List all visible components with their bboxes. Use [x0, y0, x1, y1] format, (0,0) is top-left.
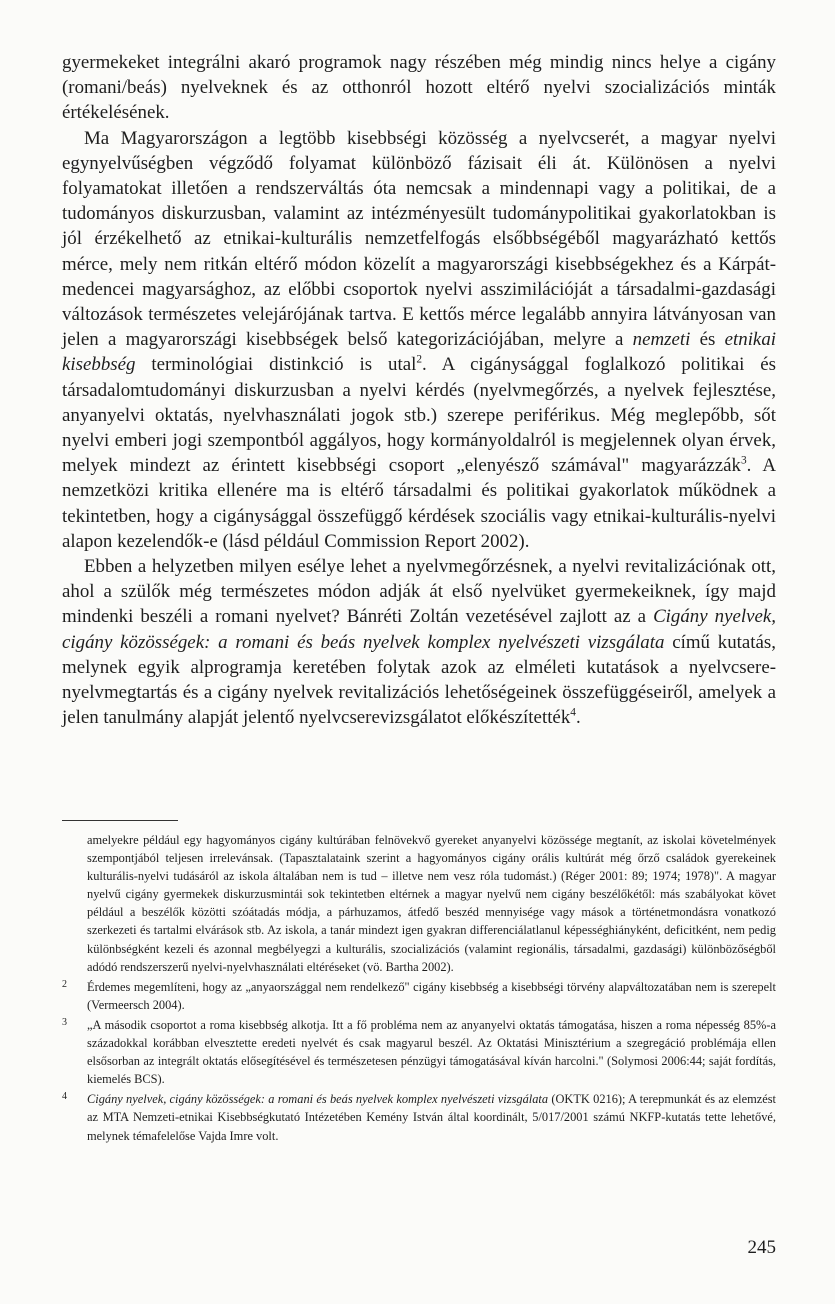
footnote-text — [87, 978, 776, 1014]
footnote-ref: 4 — [570, 706, 576, 719]
text-run: . A nemzetközi kritika ellenére ma is eltérő társadalmi és politikai gyakorlatok működnek a tekintetben, hogy a cigánysággal összefüggő kérdések szociális vagy etnikai-kulturális-nyelvi alapon kezelendők-e (lásd például Commission Report 2002). — [62, 455, 776, 552]
text-run: gyermekeket integrálni akaró programok nagy részében még mindig nincs helye a cigány (romani/beás) nyelveknek és az otthonról hozott eltérő nyelvi szocializációs minták értékelésének. — [62, 52, 776, 124]
footnote-continuation: amelyekre például egy hagyományos cigány kultúrában felnövekvő gyereket anyanyelvi közössége megtanít, az iskolai követelmények szempontjából teljesen irrelevánsak. (Tapasztalataink szerint a hagyományos cigány orális kultúrát még őrző családok gyerekeinek kulturális-nyelvi tudásáról az iskola általában nem is tud – illetve nem vesz róla tudomást.) (Réger 2001: 89; 1974; 1978)". A magyar nyelvű cigány gyermekek diskurzusmintái sok tekintetben eltérnek a magyar nyelvű nem cigány beszélőkétől: más szabályokat követ például a beszélők közötti szóátadás módja, a párhuzamos, átfedő beszéd mennyisége vagy mások a történetmondásra vonatkozó szerkezeti és tartalmi elvárások stb. Az iskola, a tanár mindezt igen gyakran differenciálatlanul képességhiányként, deficitként, nem pedig különbségként kezeli és azonnal megbélyegzi a kulturális, szocializációs (valamint regionális, társadalmi, gazdasági) különbözőségből adódó rendszerszerű nyelvi-nyelvhasználati eltéréseket (vö. Bartha 2002). — [87, 833, 776, 974]
footnote-separator — [62, 820, 178, 821]
body-text — [62, 50, 776, 730]
text-run: . A cigánysággal foglalkozó politikai és társadalomtudományi diskurzusban a nyelvi kérdés (nyelvmegőrzés, a nyelvek fejlesztése, anyanyelvi oktatás, nyelvhasználati jogok stb.) szerepe periférikus. Még meglepőbb, sőt nyelvi emberi jogi szempontból aggályos, hogy kormányoldalról is megjelennek olyan érvek, melyek mindezt az érintett kisebbségi csoport „elenyésző számával" magyarázzák — [62, 354, 776, 477]
italic-text: nemzeti — [632, 329, 691, 351]
footnote-text — [87, 1090, 776, 1144]
italic-text: Cigány nyelvek, cigány közösségek: a romani és beás nyelvek komplex nyelvészeti vizsgálata — [87, 1092, 549, 1107]
text-run: . — [575, 707, 581, 729]
paragraph — [62, 554, 776, 730]
text-run: és — [690, 329, 725, 351]
footnote-text — [87, 1016, 776, 1088]
italic-text: etnikai kisebbség — [62, 329, 777, 376]
text-run: című kutatás, melynek egyik alprogramja keretében folytak azok az elméleti kutatások a nyelvcsere-nyelvmegtartás és a cigány nyelvek revitalizációs lehetőségeinek összefüggéseiről, amelyek a jelen tanulmány alapját jelentő nyelvcserevizsgálatot előkészítették — [62, 631, 776, 729]
text-run: Ebben a helyzetben milyen esélye lehet a nyelvmegőrzésnek, a nyelvi revitalizációnak ott, ahol a szülők még természetes módon adják át első nyelvüket gyermekeiknek, így majd mindenki beszéli a romani nyelvet? Bánréti Zoltán vezetésével zajlott az a — [62, 556, 776, 628]
paragraph — [62, 50, 776, 126]
text-run: terminológiai distinkció is utal — [135, 354, 417, 376]
footnote-marker: 2 — [62, 978, 67, 990]
text-run: (OKTK 0216); A terepmunkát és az elemzést az MTA Nemzeti-etnikai Kisebbségkutató Intézetében Kemény István által koordinált, 5/017/2001 számú NKFP-kutatás tette lehetővé, melynek témafelelőse Vajda Imre volt. — [87, 1092, 776, 1143]
footnote-marker: 3 — [62, 1016, 67, 1028]
footnote — [62, 978, 776, 1014]
footnote — [62, 1016, 776, 1088]
text-run: „A második csoportot a roma kisebbség alkotja. Itt a fő probléma nem az anyanyelvi oktatás támogatása, hiszen a roma népesség 85%-a századokkal korábban elvesztette eredeti nyelvét és csak magyarul beszél. Az Oktatási Minisztérium a szegregáció problémája ellen elsősorban az integrált oktatás elősegítésével és természetesen pénzügyi támogatásával kíván harcolni." (Solymosi 2006:44; saját fordítás, kiemelés BCS). — [87, 1017, 776, 1087]
footnote-ref: 3 — [740, 454, 747, 467]
footnote — [62, 1090, 776, 1144]
footnote-marker: 4 — [62, 1091, 67, 1103]
text-run: Érdemes megemlíteni, hogy az „anyaországgal nem rendelkező" cigány kisebbség a kisebbségi törvény alapváltozatában nem is szerepelt (Vermeersch 2004). — [87, 979, 776, 1012]
footnote-list — [62, 978, 776, 1145]
paragraph — [62, 126, 776, 554]
footnotes — [62, 820, 776, 1145]
page-number: 245 — [747, 1237, 776, 1258]
footnote-ref: 2 — [416, 354, 423, 367]
text-run: Ma Magyarországon a legtöbb kisebbségi közösség a nyelvcserét, a magyar nyelvi egynyelvűségben végződő folyamat különböző fázisait éli át. Különösen a nyelvi folyamatokat illetően a rendszerváltás óta nemcsak a mindennapi vagy a politikai, de a tudományos diskurzusban, valamint az intézményesült tudománypolitikai gyakorlatokban is jól érzékelhető az etnikai-kulturális nemzetfelfogás elsőbbségéből magyarázható kettős mérce, mely nem ritkán eltérő módon közelít a magyarországi kisebbségekhez és a Kárpát-medencei magyarsághoz, az előbbi csoportok nyelvi asszimilációját a társadalmi-gazdasági változások természetes velejárójának tartva. E kettős mérce legalább annyira látványosan van jelen a magyarországi kisebbségek belső kategorizációjában, melyre a — [62, 127, 776, 351]
italic-text: Cigány nyelvek, cigány közösségek: a romani és beás nyelvek komplex nyelvészeti vizsgálata — [62, 606, 776, 653]
